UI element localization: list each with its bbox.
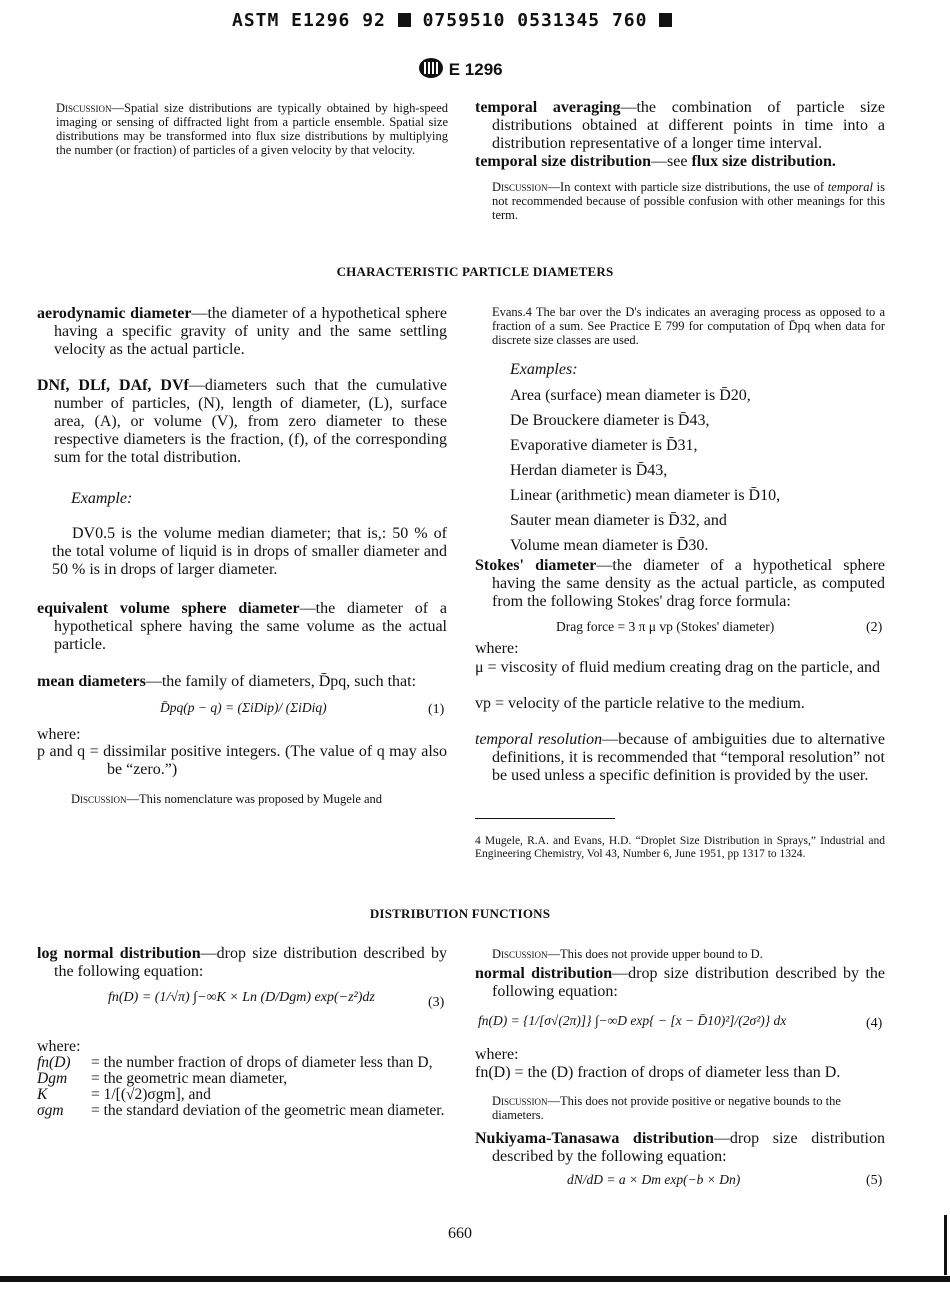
mugele-discussion-cont: Evans.4 The bar over the D's indicates an averaging process as opposed to a fraction of a sum. See Practice E 799 for computation of D̄pq when data for discrete size classes are used. (492, 305, 885, 347)
equation-1: D̄pq(p − q) = (ΣiDip)/ (ΣiDiq) (160, 700, 327, 715)
section-title-characteristic: CHARACTERISTIC PARTICLE DIAMETERS (336, 264, 614, 279)
list-item: Volume mean diameter is D̄30. (510, 537, 709, 554)
nukiyama-tanasawa-entry: Nukiyama-Tanasawa distribution—drop size distribution described by the following equation: (475, 1130, 886, 1165)
list-item: Area (surface) mean diameter is D̄20, (510, 387, 751, 404)
page-number: 660 (448, 1225, 472, 1242)
astm-logo-icon (418, 57, 444, 79)
where-label-2: where: (475, 640, 519, 657)
dv05-example: DV0.5 is the volume median diameter; that is,: 50 % of the total volume of liquid is in drops of smaller diameter and 50 % is in drops of larger diameter. (52, 525, 447, 578)
list-item: Linear (arithmetic) mean diameter is D̄10, (510, 487, 781, 504)
equation-3-number: (3) (428, 995, 445, 1010)
temporal-averaging-entry: temporal averaging—the combination of particle size distributions obtained at different points in time into a distribution representative of a longer time interval. temporal size distribution—see flux size distribution. (475, 99, 886, 170)
doc-title (418, 57, 503, 80)
equation-4-number: (4) (866, 1016, 883, 1031)
equation-2: Drag force = 3 π μ vp (Stokes' diameter) (556, 619, 775, 634)
where-label-4: where: (475, 1046, 519, 1063)
equation-5: dN/dD = a × Dm exp(−b × Dn) (567, 1172, 741, 1187)
footnote: 4 Mugele, R.A. and Evans, H.D. “Droplet Size Distribution in Sprays,” Industrial and Engineering Chemistry, Vol 43, Number 6, June 1951, pp 1317 to 1324. (475, 835, 885, 860)
list-item: De Brouckere diameter is D̄43, (510, 412, 710, 429)
bottom-rule (0, 1276, 950, 1282)
fn-definition: fn(D) = the (D) fraction of drops of diameter less than D. (475, 1064, 841, 1081)
header-code: ASTM E1296 92 (232, 10, 386, 31)
stokes-diameter-entry: Stokes' diameter—the diameter of a hypothetical sphere having the same density as the actual particle, as computed from the following Stokes' drag force formula: (475, 557, 885, 610)
equation-1-number: (1) (428, 702, 445, 717)
aerodynamic-diameter-entry: aerodynamic diameter—the diameter of a hypothetical sphere having a specific gravity of unity and the same settling velocity as the actual particle. (37, 305, 448, 358)
equivalent-volume-entry: equivalent volume sphere diameter—the diameter of a hypothetical sphere having the same volume as the actual particle. (37, 600, 447, 653)
designation: E 1296 (448, 60, 503, 79)
equation-4: fn(D) = {1/[σ√(2π)]} ∫−∞D exp{ − [x − D̄10)²]/(2σ²)} dx (478, 1013, 787, 1028)
mean-diameters-entry: mean diameters—the family of diameters, D̄pq, such that: (37, 673, 417, 690)
where-label-3: where: (37, 1038, 81, 1055)
log-normal-definitions: fn(D) = the number fraction of drops of diameter less than D, Dgm = the geometric mean diameter, K = 1/[(√2)σgm], and σgm = the standard deviation of the geometric mean diameter. (37, 1054, 445, 1119)
equation-3: fn(D) = (1/√π) ∫−∞K × Ln (D/Dgm) exp(−z²)dz (108, 990, 375, 1005)
dnf-entry: DNf, DLf, DAf, DVf—diameters such that the cumulative number of particles, (N), length of diameter, (L), surface area, (A), or volume (V), from zero diameter to these respective diameters is the fraction, (f), of the corresponding sum for the total distribution. (37, 377, 447, 466)
section-title-distribution: DISTRIBUTION FUNCTIONS (369, 906, 551, 921)
list-item: Evaporative diameter is D̄31, (510, 437, 698, 454)
doc-header (232, 10, 672, 31)
where-label-1: where: (37, 726, 81, 743)
examples-label: Examples: (510, 361, 578, 378)
temporal-resolution-entry: temporal resolution—because of ambiguities due to alternative definitions, it is recommended that “temporal resolution” not be used unless a specific definition is provided by the user. (475, 731, 885, 784)
examples-list (510, 383, 885, 558)
mugele-discussion: Discussion—This nomenclature was proposed by Mugele and (71, 792, 383, 806)
block-mark-icon (398, 13, 411, 27)
scan-edge-mark (944, 1215, 947, 1275)
spatial-discussion: Discussion—Spatial size distributions are typically obtained by high-speed imaging or sensing of diffracted light from a particle ensemble. Spatial size distributions may be transformed into flux size distributions by multiplying the number (or fraction) of particles of a given velocity by that velocity. (56, 101, 448, 157)
normal-distribution-entry: normal distribution—drop size distribution described by the following equation: (475, 965, 886, 1000)
upper-bound-discussion: Discussion—This does not provide upper bound to D. (492, 947, 763, 961)
header-serial: 0759510 0531345 760 (422, 10, 648, 31)
mu-definition: μ = viscosity of fluid medium creating drag on the particle, and (475, 659, 881, 676)
block-mark-icon (659, 13, 672, 27)
temporal-discussion: Discussion—In context with particle size distributions, the use of temporal is not recommended because of possible confusion with other meanings for this term. (492, 180, 885, 222)
footnote-rule (475, 818, 615, 819)
example-label: Example: (71, 490, 133, 507)
bounds-discussion: Discussion—This does not provide positive or negative bounds to the diameters. (492, 1094, 841, 1122)
equation-5-number: (5) (866, 1173, 883, 1188)
equation-2-number: (2) (866, 620, 883, 635)
vp-definition: vp = velocity of the particle relative to the medium. (475, 695, 805, 712)
list-item: Sauter mean diameter is D̄32, and (510, 512, 727, 529)
log-normal-entry: log normal distribution—drop size distribution described by the following equation: (37, 945, 447, 980)
list-item: Herdan diameter is D̄43, (510, 462, 668, 479)
pq-definition: p and q = dissimilar positive integers. (The value of q may also be “zero.”) (37, 743, 447, 778)
